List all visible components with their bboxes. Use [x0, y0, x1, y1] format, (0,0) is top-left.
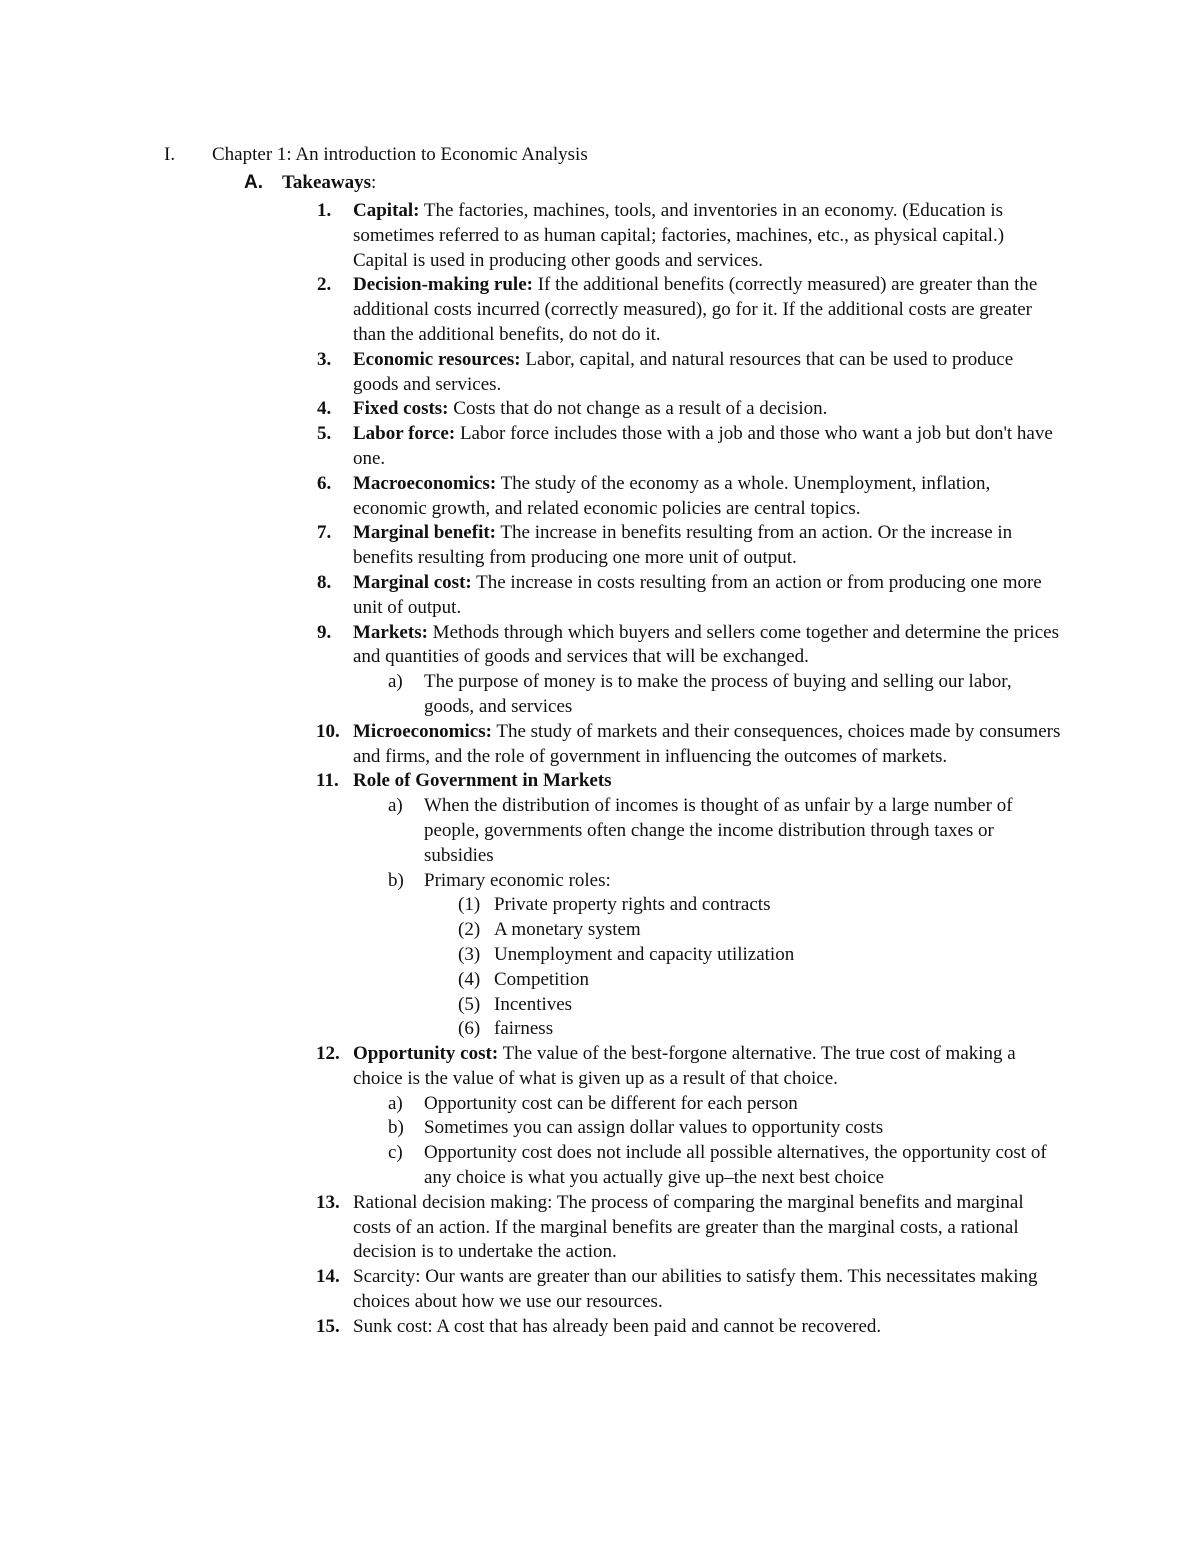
sub-item-marker: a) — [388, 795, 403, 817]
item-number: 1. — [317, 200, 332, 221]
sub-item-text: Sometimes you can assign dollar values to opportunity costs — [424, 1117, 884, 1139]
item-term: Economic resources: — [353, 348, 521, 370]
sub-sub-item-marker: (6) — [458, 1018, 481, 1040]
item-number: 11. — [316, 770, 339, 792]
list-item — [0, 397, 1063, 422]
sub-item-marker: a) — [388, 671, 403, 693]
list-item — [0, 769, 1063, 794]
section-marker: A. — [244, 172, 263, 193]
sub-sub-item-marker: (4) — [458, 968, 481, 990]
item-term: Marginal cost: — [353, 571, 472, 593]
item-number: 10. — [316, 720, 340, 742]
sub-sub-item-text: Private property rights and contracts — [494, 894, 771, 916]
sub-sub-item-text: Unemployment and capacity utilization — [494, 943, 795, 965]
sub-item — [0, 670, 1064, 720]
sub-item-text: The purpose of money is to make the process of buying and selling our labor, goods, and services — [424, 671, 1012, 717]
sub-item-marker: a) — [388, 1092, 403, 1114]
list-item — [0, 1191, 1063, 1265]
item-number: 5. — [317, 423, 332, 445]
item-description: The factories, machines, tools, and inventories in an economy. (Education is sometimes referred to as human capital; factories, machines, etc., as physical capital.) Capital is used in producing other goods and services. — [353, 200, 1005, 271]
item-term: Decision-making rule: — [353, 274, 533, 296]
list-item — [0, 1315, 1063, 1340]
item-description: Sunk cost: A cost that has already been paid and cannot be recovered. — [353, 1315, 882, 1337]
item-number: 15. — [316, 1315, 340, 1337]
item-description: The study of markets and their consequences, choices made by consumers and firms, and the role of government in influencing the outcomes of markets. — [353, 720, 1061, 767]
sub-sub-item — [0, 968, 1054, 993]
item-term: Microeconomics: — [353, 720, 492, 742]
sub-sub-item-text: fairness — [494, 1018, 554, 1040]
section-colon: : — [371, 172, 377, 193]
sub-sub-item-marker: (3) — [458, 943, 481, 965]
sub-item-text: Opportunity cost can be different for each person — [424, 1092, 798, 1114]
list-item — [0, 472, 1063, 522]
sub-item — [0, 794, 1064, 868]
list-item — [0, 571, 1063, 621]
item-term: Marginal benefit: — [353, 522, 497, 544]
item-term: Macroeconomics: — [353, 472, 497, 494]
item-description: Labor, capital, and natural resources that can be used to produce goods and services. — [353, 348, 1014, 395]
sub-sub-item — [0, 1017, 1054, 1042]
list-item — [0, 521, 1063, 571]
item-number: 12. — [316, 1043, 340, 1065]
list-item — [0, 621, 1063, 671]
item-description: Scarcity: Our wants are greater than our abilities to satisfy them. This necessitates making choices about how we use our resources. — [353, 1266, 1038, 1313]
item-number: 7. — [317, 522, 332, 544]
item-number: 6. — [317, 472, 332, 494]
sub-sub-item-text: Incentives — [494, 993, 573, 1015]
item-term: Capital: — [353, 200, 420, 221]
item-description: Costs that do not change as a result of a decision. — [448, 398, 828, 420]
item-description: The increase in benefits resulting from an action. Or the increase in benefits resulting from producing one more unit of output. — [353, 522, 1013, 569]
chapter-title: Chapter 1: An introduction to Economic Analysis — [212, 144, 588, 165]
sub-sub-item — [0, 893, 1054, 918]
item-description: Methods through which buyers and sellers come together and determine the prices and quantities of goods and services that will be exchanged. — [353, 621, 1059, 668]
item-term: Role of Government in Markets — [353, 770, 612, 792]
section-title: Takeaways — [282, 172, 372, 193]
sub-item-text: When the distribution of incomes is thought of as unfair by a large number of people, governments often change the income distribution through taxes or subsidies — [424, 795, 1013, 866]
item-description: If the additional benefits (correctly measured) are greater than the additional costs incurred (correctly measured), go for it. If the additional costs are greater than the additional benefits, do not do it. — [353, 274, 1038, 345]
item-number: 2. — [317, 274, 332, 296]
item-description: Rational decision making: The process of comparing the marginal benefits and marginal costs of an action. If the marginal benefits are greater than the marginal costs, a rational decision is to undertake the action. — [353, 1191, 1024, 1263]
sub-sub-item — [0, 943, 1054, 968]
item-number: 9. — [317, 621, 332, 643]
item-number: 14. — [316, 1266, 340, 1288]
list-item — [0, 1265, 1063, 1315]
list-item — [0, 273, 1063, 347]
item-description: Labor force includes those with a job and those who want a job but don't have one. — [353, 423, 1053, 469]
sub-item — [0, 1116, 1064, 1141]
sub-sub-item-marker: (5) — [458, 993, 481, 1015]
item-term: Labor force: — [353, 423, 456, 445]
sub-sub-item-text: Competition — [494, 968, 589, 990]
sub-item-marker: b) — [388, 869, 404, 891]
list-item — [0, 422, 1063, 472]
item-description: The study of the economy as a whole. Unemployment, inflation, economic growth, and related economic policies are central topics. — [353, 472, 991, 519]
item-number: 4. — [317, 398, 332, 420]
sub-sub-item — [0, 993, 1054, 1018]
item-number: 13. — [316, 1191, 340, 1213]
sub-sub-item-marker: (1) — [458, 894, 481, 916]
sub-item-marker: c) — [388, 1142, 403, 1164]
sub-sub-item — [0, 918, 1054, 943]
list-item — [0, 199, 1063, 273]
item-term: Opportunity cost: — [353, 1043, 499, 1065]
list-item — [0, 1042, 1063, 1092]
sub-sub-item-text: A monetary system — [494, 919, 641, 941]
list-item — [0, 348, 1063, 398]
takeaways-list — [0, 199, 1200, 1340]
sub-item-text: Primary economic roles: — [424, 869, 611, 891]
roman-numeral-marker: I. — [164, 144, 176, 165]
sub-sub-item-marker: (2) — [458, 919, 481, 941]
sub-item-text: Opportunity cost does not include all possible alternatives, the opportunity cost of any choice is what you actually give up–the next best choice — [424, 1142, 1047, 1189]
item-term: Fixed costs: — [353, 398, 449, 420]
sub-item — [0, 1092, 1064, 1117]
item-description: The value of the best-forgone alternative. The true cost of making a choice is the value of what is given up as a result of that choice. — [353, 1043, 1016, 1089]
sub-item-marker: b) — [388, 1117, 404, 1139]
section-heading — [244, 170, 376, 196]
item-number: 3. — [317, 348, 332, 370]
sub-item — [0, 869, 1064, 894]
sub-item — [0, 1141, 1064, 1191]
list-item — [0, 720, 1063, 770]
item-number: 8. — [317, 571, 332, 593]
item-description: The increase in costs resulting from an action or from producing one more unit of output. — [353, 571, 1042, 618]
item-term: Markets: — [353, 621, 428, 643]
